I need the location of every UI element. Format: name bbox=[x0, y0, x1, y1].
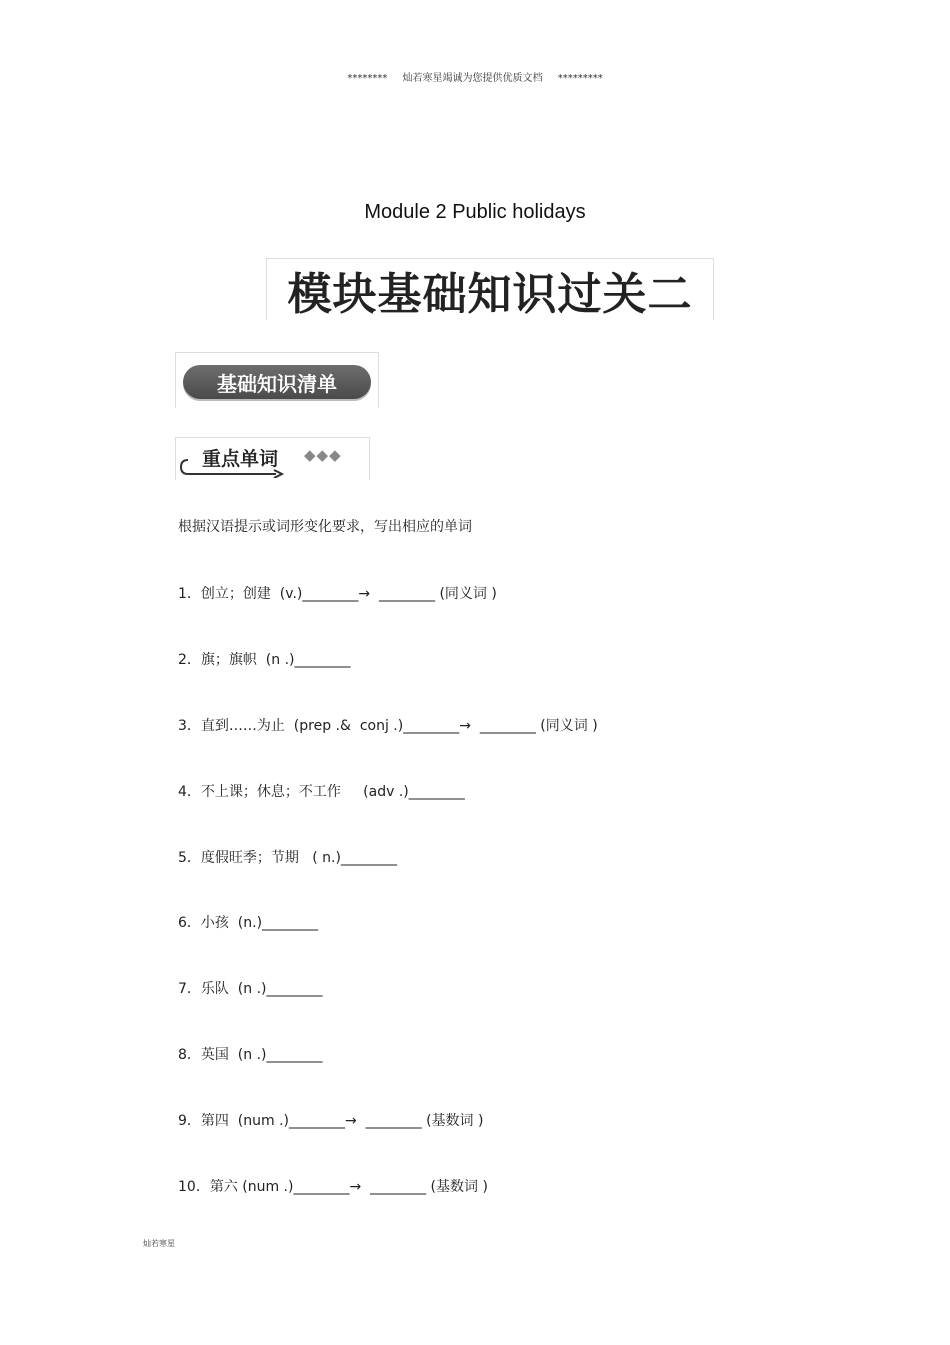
header-stars-left: ******** bbox=[347, 73, 388, 84]
header-stars-right: ********* bbox=[557, 73, 603, 84]
exercise-item: 2．旗；旗帜 (n .)________ bbox=[178, 652, 351, 668]
exercise-item: 7．乐队 (n .)________ bbox=[178, 981, 323, 997]
diamond-icon: ◆◆◆ bbox=[304, 446, 342, 464]
subsection-label: 重点单词 bbox=[202, 448, 279, 470]
module-banner bbox=[266, 258, 714, 320]
header-text: 灿若寒星竭诚为您提供优质文档 bbox=[402, 73, 543, 84]
exercise-item: 8．英国 (n .)________ bbox=[178, 1047, 323, 1063]
exercise-item: 6．小孩 (n.)________ bbox=[178, 915, 319, 931]
subsection-heading bbox=[175, 437, 370, 480]
exercise-item: 5．度假旺季；节期 ( n.)________ bbox=[178, 850, 397, 866]
page-title: Module 2 Public holidays bbox=[364, 201, 586, 223]
exercise-item: 4．不上课；休息；不工作 (adv .)________ bbox=[178, 784, 465, 800]
page-header bbox=[0, 69, 950, 84]
banner-text: 模块基础知识过关二 bbox=[287, 268, 693, 320]
exercise-item: 3．直到……为止 (prep .& conj .)________→ ________ (同义词 ) bbox=[178, 718, 598, 734]
page-footer: 灿若寒星 bbox=[143, 1239, 175, 1248]
instruction-text: 根据汉语提示或词形变化要求，写出相应的单词 bbox=[178, 519, 472, 535]
section-heading bbox=[175, 352, 379, 408]
exercise-item: 1．创立；创建 (v.)________→ ________ (同义词 ) bbox=[178, 586, 497, 602]
exercise-item: 10．第六 (num .)________→ ________ (基数词 ) bbox=[178, 1179, 488, 1195]
section-pill: 基础知识清单 bbox=[183, 365, 371, 399]
exercise-item: 9．第四 (num .)________→ ________ (基数词 ) bbox=[178, 1113, 484, 1129]
